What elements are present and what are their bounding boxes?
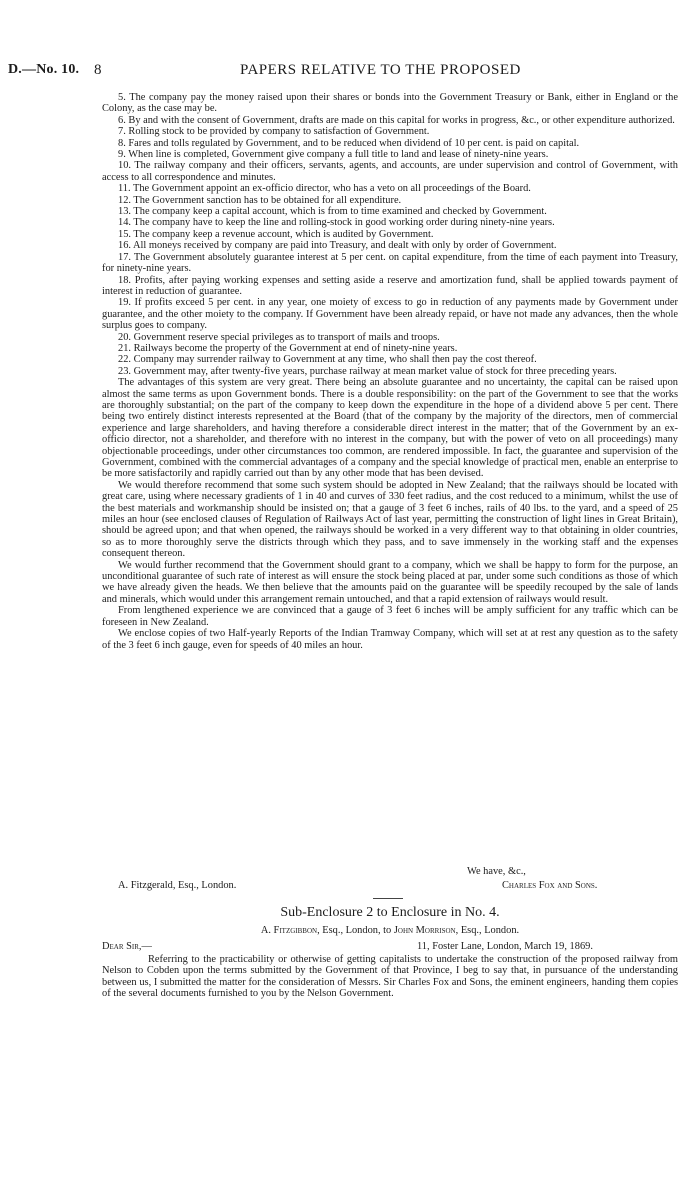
clause-8: 8. Fares and tolls regulated by Government, and to be reduced when dividend of 10 per cent. is paid on capital. [118, 137, 580, 149]
clause-5: 5. The company pay the money raised upon their shares or bonds into the Government Treasury or Bank, either in England or the Colony, as the case may be. [102, 92, 678, 115]
page-header [8, 62, 682, 82]
sender-name: A. Fitzgibbon [260, 925, 318, 936]
clause-14: 14. The company have to keep the line and rolling-stock in good working order during ninety-nine years. [118, 217, 555, 229]
clause-11: 11. The Government appoint an ex-officio director, who has a veto on all proceedings of the Board. [118, 183, 531, 195]
recommendation-paragraph: We would therefore recommend that some such system should be adopted in New Zealand; that the railways should be located with great care, using where necessary gradients of 1 in 40 and curves of 330 feet radius, and the cost reduced to a minimum, whilst the use of the best materials and workmanship should be insisted on; that a gauge of 3 feet 6 inches, rails of 40 lbs. to the yard, and a speed of 25 miles an hour (see enclosed clauses of Regulation of Railways Act of last year, permitting the construction of light lines in Great Britain), should be agreed upon; and that when opened, the railways should be worked in a very different way to that obtaining in older countries, so as to more thoroughly serve the districts through which they pass, and to save immensely in the working staff and the expenses consequent thereon. [102, 479, 678, 560]
sender-place: , Esq., London, to [317, 925, 394, 936]
clause-10: 10. The railway company and their officers, servants, agents, and accounts, are under supervision and control of Government, with access to all correspondence and minutes. [102, 160, 678, 183]
guarantee-paragraph: We would further recommend that the Government should grant to a company, which we shall be happy to form for the purpose, an unconditional guarantee of such rate of interest as will ensure the stock being placed at par, under some such conditions as those of which we have already given the heads. We then believe that the amounts paid on the guarantee will be speedily recouped by the sale of lands and minerals, which would under this arrangement remain untouched, and that a rapid extension of railways would result. [102, 559, 678, 605]
closing-phrase: We have, &c., [467, 866, 526, 877]
letter-body [102, 92, 678, 651]
section-divider [373, 898, 403, 899]
clause-9: 9. When line is completed, Government give company a full title to land and lease of ninety-nine years. [118, 149, 549, 161]
advantages-paragraph: The advantages of this system are very great. There being an absolute guarantee and no uncertainty, the capital can be raised upon almost the same terms as upon Government bonds. There is a double responsibility: on the part of the Government to see that the works are thoroughly substantial; on the part of the company to keep down the expenditure in the hope of a dividend above 5 per cent. There being two entirely distinct interests represented at the Board (that of the company by the majority of the directors, men of commercial experience and large shareholders, and having therefore a considerable direct interest in the matter; that of the Government by an ex-officio director, not a shareholder, and therefore with no interest in the company, but with the power of veto on all proceedings) many objectionable proceedings, under other circumstances too common, are rendered impossible. In fact, the guarantee and supervision of the Government, combined with the commercial advantages of a company and the special knowledge of practical men, enable an enterprise to be more satisfactorily and rapidly carried out than by any other mode that has been devised. [102, 377, 678, 480]
enclosure-paragraph: We enclose copies of two Half-yearly Reports of the Indian Tramway Company, which will set at at rest any question as to the safety of the 3 feet 6 inch gauge, even for speeds of 40 miles an hour. [102, 628, 678, 651]
clause-15: 15. The company keep a revenue account, which is audited by Government. [118, 228, 434, 240]
clause-6: 6. By and with the consent of Government, drafts are made on this capital for works in progress, &c., or other expenditure authorized. [118, 114, 675, 126]
clause-13: 13. The company keep a capital account, which is from to time examined and checked by Government. [118, 206, 547, 218]
clause-17: 17. The Government absolutely guarantee interest at 5 per cent. on capital expenditure, from the time of each payment into Treasury, for ninety-nine years. [102, 251, 678, 275]
letter-closing [102, 866, 678, 890]
running-title: PAPERS RELATIVE TO THE PROPOSED [240, 62, 521, 78]
clause-18: 18. Profits, after paying working expenses and setting aside a reserve and amortization fund, shall be applied towards payment of interest in reduction of guarantee. [102, 274, 678, 297]
salutation-line [102, 941, 678, 953]
page-number: 8 [94, 62, 102, 78]
sub-enclosure-heading: Sub-Enclosure 2 to Enclosure in No. 4. [280, 905, 500, 920]
clause-22: 22. Company may surrender railway to Government at any time, who shall then pay the cost thereof. [118, 354, 537, 366]
clause-16: 16. All moneys received by company are paid into Treasury, and dealt with only by order of Government. [118, 240, 557, 252]
addressee: A. Fitzgerald, Esq., London. [118, 880, 237, 891]
clause-21: 21. Railways become the property of the Government at end of ninety-nine years. [118, 342, 458, 354]
address-date: 11, Foster Lane, London, March 19, 1869. [417, 941, 593, 952]
clause-7: 7. Rolling stock to be provided by company to satisfaction of Government. [118, 126, 430, 138]
recipient-place: , Esq., London. [455, 925, 520, 936]
clause-19: 19. If profits exceed 5 per cent. in any year, one moiety of excess to go in reduction of any payments made by Government under guarantee, and the other moiety to the company. If Government have been already repaid, or have not made any advances, then the whole surplus goes to company. [102, 297, 678, 332]
sub-enclosure-body [102, 954, 678, 1000]
recipient-name: John Morrison [393, 925, 456, 936]
salutation: Dear Sir,— [102, 941, 152, 952]
gauge-paragraph: From lengthened experience we are convinced that a gauge of 3 feet 6 inches will be amply sufficient for any traffic which can be foreseen in New Zealand. [102, 605, 678, 628]
clause-20: 20. Government reserve special privileges as to transport of mails and troops. [118, 331, 440, 343]
clause-12: 12. The Government sanction has to be obtained for all expenditure. [118, 194, 402, 206]
sub-enclosure-parties [102, 925, 678, 936]
clause-23: 23. Government may, after twenty-five years, purchase railway at mean market value of stock for three preceding years. [118, 365, 617, 377]
document-number: D.—No. 10. [8, 62, 80, 77]
signatory: Charles Fox and Sons. [502, 880, 598, 891]
sub-enclosure-paragraph: Referring to the practicability or otherwise of getting capitalists to undertake the construction of the proposed railway from Nelson to Cobden upon the terms submitted by the Government of that Province, I beg to say that, in pursuance of the understanding between us, I submitted the matter for the consideration of Messrs. Sir Charles Fox and Sons, the eminent engineers, handing them copies of the several documents furnished to you by the Nelson Government. [102, 954, 678, 1000]
